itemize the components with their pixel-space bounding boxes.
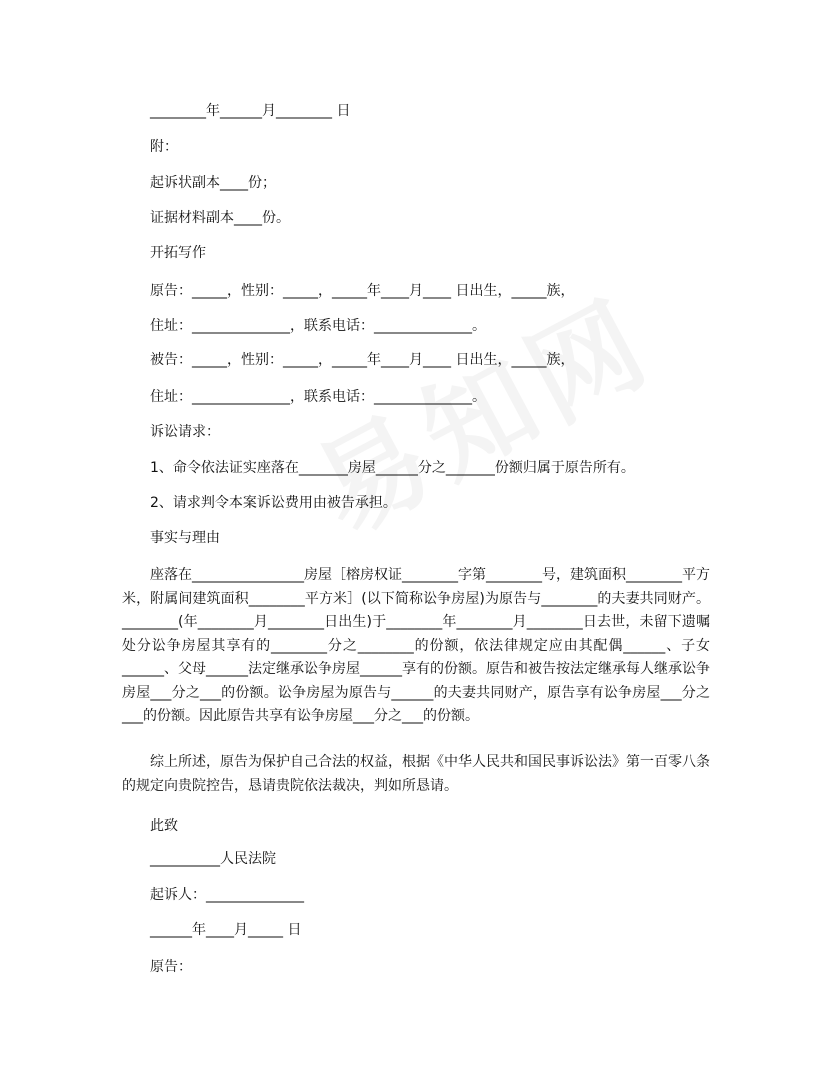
- court-line: __________人民法院: [150, 851, 276, 867]
- claims-heading: 诉讼请求：: [150, 424, 220, 440]
- closing-date: ______年____月_____ 日: [150, 922, 302, 938]
- plaintiff-info: 原告：_____，性别：_____，_____年____月____ 日出生，_____族，: [150, 283, 575, 299]
- evidence-copies: 证据材料副本____份。: [150, 210, 290, 226]
- watermark: [284, 255, 676, 564]
- section-title: 开拓写作: [150, 245, 206, 261]
- plaintiff-signature-line: 起诉人：______________: [150, 887, 304, 903]
- defendant-info: 被告：_____，性别：_____，_____年____月____ 日出生，_____族，: [150, 352, 575, 368]
- signature-label: 原告：: [150, 959, 192, 975]
- claim-2: 2、请求判令本案诉讼费用由被告承担。: [150, 495, 397, 511]
- attachment-heading: 附：: [150, 139, 178, 155]
- salutation: 此致: [150, 818, 178, 834]
- summary-paragraph: 综上所述，原告为保护自己合法的权益，根据《中华人民共和国民事诉讼法》第一百零八条的规定向贵院控告，恳请贵院依法裁决，判如所恳请。: [122, 754, 710, 794]
- date-line: ________年______月________ 日: [150, 103, 351, 119]
- defendant-address: 住址：______________，联系电话：______________。: [150, 389, 486, 405]
- complaint-copies: 起诉状副本____份；: [150, 175, 276, 191]
- claim-1: 1、命令依法证实座落在_______房屋______分之_______份额归属于原告所有。: [150, 460, 635, 476]
- facts-paragraph: 座落在________________房屋［榕房权证________字第________号，建筑面积________平方米，附属间建筑面积________平方米］(以下简称讼争房屋)为原告与________的夫妻共同财产。________(年________月________日出生)于________年________月________日去世，未留下遗嘱处分讼争房屋其享有的________分之________的份额，依法律规定应由其配偶______、子女______、父母______法定继承讼争房屋______享有的份额。原告和被告按法定继承每人继承讼争房屋___分之___的份额。讼争房屋为原告与______的夫妻共同财产，原告享有讼争房屋___分之___的份额。因此原告共享有讼争房屋___分之___的份额。: [122, 567, 710, 724]
- plaintiff-address: 住址：______________，联系电话：______________。: [150, 318, 486, 334]
- facts-heading: 事实与理由: [150, 530, 220, 546]
